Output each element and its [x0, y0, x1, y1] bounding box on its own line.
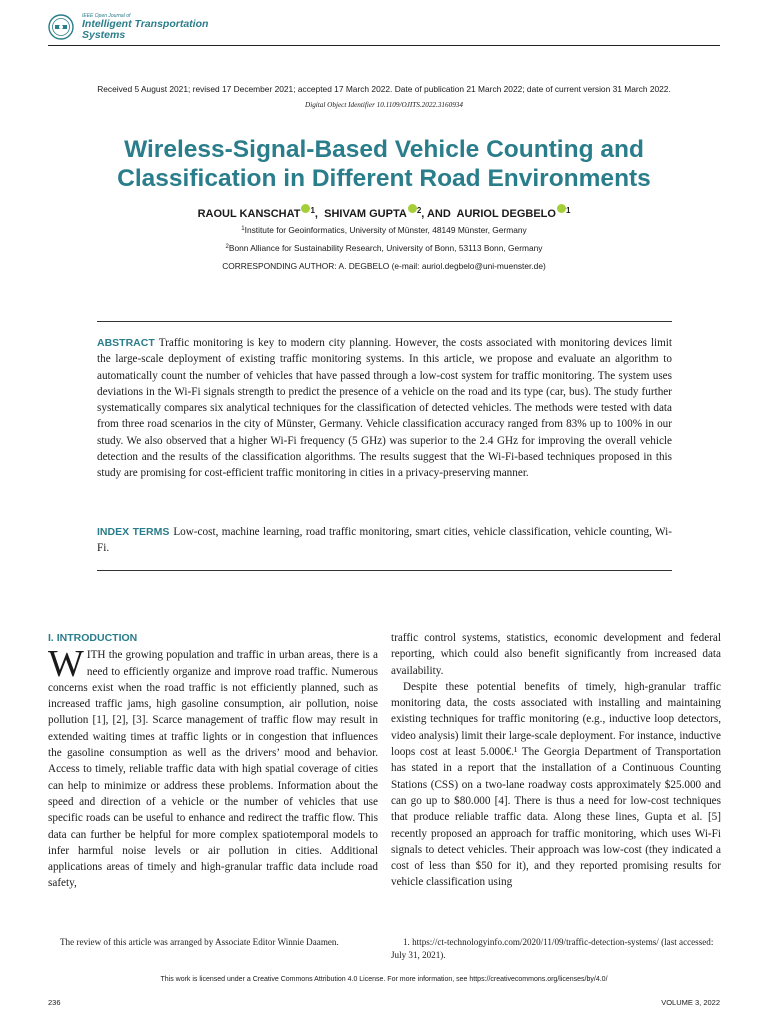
author-separator: , AND — [421, 208, 454, 220]
index-terms — [97, 524, 672, 557]
author-affiliation-number: 1 — [565, 206, 571, 215]
journal-name-line2: Systems — [82, 29, 126, 41]
abstract-top-rule — [97, 321, 672, 322]
paper-title — [48, 135, 720, 193]
index-terms-text: Low-cost, machine learning, road traffic monitoring, smart cities, vehicle classification, vehicle counting, Wi-Fi. — [97, 526, 672, 555]
license-notice: This work is licensed under a Creative Commons Attribution 4.0 License. For more information, see https://creativecommons.org/licenses/by/4.0/ — [160, 976, 608, 983]
abstract-text: Traffic monitoring is key to modern city planning. However, the costs associated with monitoring devices limit the large-scale deployment of existing traffic monitoring systems. In this article, we propose and evaluate an algorithm to automatically count the number of vehicles that have passed through a low-cost system for traffic monitoring. The system uses deviations in the Wi-Fi signals strength to predict the presence of a vehicle on the road and its type (car, bus). The study further systematically compares six analytical techniques for the classification of detected vehicles. The methods were tested with data from three road scenarios in the city of Münster, Germany. Vehicle classification accuracy ranged from 83% up to 100% in our study. We also observed that a higher Wi-Fi frequency (5 GHz) was superior to the 2.4 GHz for improving the overall vehicle detection and the results of the classification algorithms. The results suggest that the Wi-Fi-based techniques proposed in this study are promising for cost-efficient traffic monitoring in cities in a privacy-preserving manner. — [97, 337, 672, 480]
intro-paragraph-continued: traffic control systems, statistics, economic development and federal reporting, which could also benefit significantly from increased data availability. — [391, 632, 721, 677]
journal-small-caption: IEEE Open Journal of — [82, 13, 131, 19]
affiliation-text: Bonn Alliance for Sustainability Research, University of Bonn, 53113 Bonn, Germany — [228, 243, 543, 253]
journal-seal-logo — [48, 14, 74, 40]
intro-paragraph-text: ITH the growing population and traffic in urban areas, there is a need to efficiently organize and improve road traffic. Numerous concerns exist when the road traffic is not efficiently planned, such as increased traffic jams, high gasoline consumption, air pollution, noise pollution [1], [2], [3]. Scarce management of traffic flow may result in extended waiting times at traffic lights or in congestion that influences the gasoline consumption as well as the drivers’ mood and behavior. Access to timely, reliable traffic data with high spatial coverage of cities can help to minimize or address these problems. Information about the speed and direction of a vehicle or the number of vehicles that use specific roads can be useful to enhance and redirect the traffic flow. This data can further be helpful for more complex spatiotemporal models to infer harmful noise levels or air pollution in cities. Additional applications areas of timely and high-granular traffic data include road safety, — [48, 649, 378, 890]
intro-left-column — [48, 630, 378, 892]
received-dates: Received 5 August 2021; revised 17 December 2021; accepted 17 March 2022. Date of publication 21 March 2022; date of current version 31 March 2022. — [97, 84, 671, 94]
volume-label: VOLUME 3, 2022 — [661, 998, 720, 1007]
doi-line: Digital Object Identifier 10.1109/OJITS.2022.3160934 — [305, 101, 463, 109]
affiliation-text: Institute for Geoinformatics, University of Münster, 48149 Münster, Germany — [244, 225, 527, 235]
abstract-label: ABSTRACT — [97, 337, 155, 349]
author-name: AURIOL DEGBELO — [456, 208, 556, 220]
abstract-bottom-rule — [97, 570, 672, 571]
author-separator: , — [314, 208, 322, 220]
author-affiliation-number: 1 — [310, 206, 315, 215]
orcid-icon[interactable] — [408, 204, 417, 213]
author-name: RAOUL KANSCHAT — [197, 208, 301, 220]
orcid-icon[interactable] — [557, 204, 566, 213]
url-footnote: 1. https://ct-technologyinfo.com/2020/11/09/traffic-detection-systems/ (last accessed: July 31, 2021). — [391, 937, 714, 960]
abstract — [97, 335, 672, 482]
affiliation-1 — [0, 225, 768, 235]
header-rule — [48, 45, 720, 46]
author-name: SHIVAM GUPTA — [324, 208, 407, 220]
drop-cap: W — [48, 643, 84, 686]
author-affiliation-number: 2 — [416, 206, 422, 215]
affiliation-2 — [0, 243, 768, 253]
affiliation-number: 2 — [225, 244, 229, 250]
author-list — [0, 204, 768, 220]
intro-paragraph-2: Despite these potential benefits of timely, high-granular traffic monitoring data, the costs associated with installing and maintaining existing techniques for traffic monitoring (e.g., inductive loop detectors, video analysis) limit their large-scale deployment. For instance, inductive loops cost at least 5.000€.¹ The Georgia Department of Transportation has stated in a report that the installation of a Continuous Counting Stations (CSS) on a two-lane roadway costs approximately $25.000 and can go up to $80.000 [4]. There is thus a need for low-cost techniques that produce reliable traffic data. Along these lines, Gupta et al. [5] recently proposed an approach for traffic monitoring, which uses Wi-Fi signals to detect vehicles. Their approach was low-cost (they indicated a cost of less than $50 for it), and they reported promising results for vehicle classification using — [391, 680, 721, 889]
section-heading: I. INTRODUCTION — [48, 632, 138, 644]
editor-footnote: The review of this article was arranged by Associate Editor Winnie Daamen. — [60, 937, 339, 947]
affiliation-number: 1 — [241, 226, 245, 232]
intro-right-column — [391, 630, 721, 891]
index-terms-label: INDEX TERMS — [97, 526, 170, 538]
journal-name-line1: Intelligent Transportation — [82, 18, 209, 30]
title-line-2: Classification in Different Road Environments — [117, 165, 651, 192]
title-line-1: Wireless-Signal-Based Vehicle Counting and — [124, 136, 644, 163]
page-number: 236 — [48, 998, 61, 1007]
journal-name — [82, 19, 208, 41]
corresponding-author: CORRESPONDING AUTHOR: A. DEGBELO (e-mail: auriol.degbelo@uni-muenster.de) — [222, 261, 546, 271]
intro-paragraph — [48, 643, 378, 891]
